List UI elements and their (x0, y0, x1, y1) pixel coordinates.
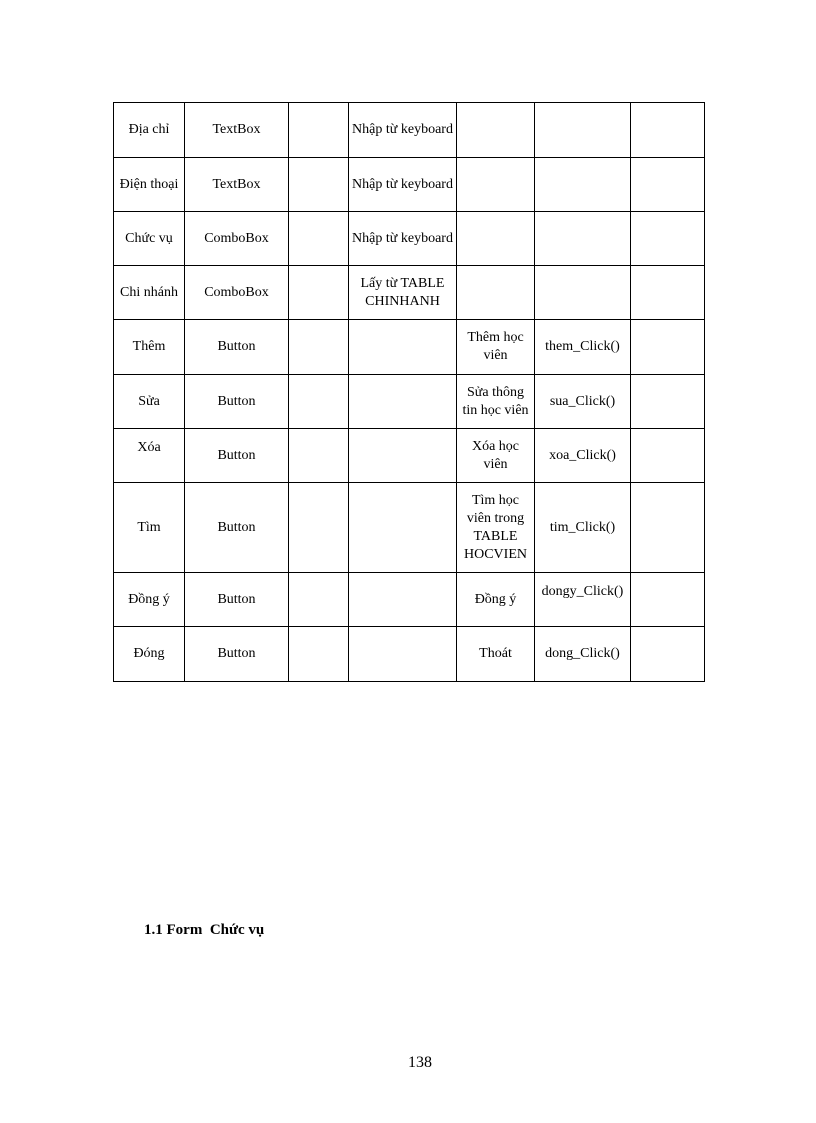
cell-c3 (289, 266, 349, 320)
table-row (114, 158, 705, 212)
cell-action: Sửa thông tin học viên (457, 375, 535, 429)
section-heading: 1.1 Form Chức vụ (144, 922, 265, 938)
table-row (114, 375, 705, 429)
cell-type: Button (185, 429, 289, 483)
cell-name: Chức vụ (114, 212, 185, 266)
cell-action (457, 212, 535, 266)
cell-action (457, 266, 535, 320)
cell-source (349, 627, 457, 682)
table-row (114, 103, 705, 158)
cell-handler: tim_Click() (535, 483, 631, 573)
cell-handler: xoa_Click() (535, 429, 631, 483)
cell-name: Đồng ý (114, 573, 185, 627)
spec-table-body (114, 103, 705, 682)
cell-c3 (289, 429, 349, 483)
cell-source (349, 573, 457, 627)
cell-c7 (631, 103, 705, 158)
cell-type: ComboBox (185, 266, 289, 320)
cell-c3 (289, 320, 349, 375)
cell-type: Button (185, 320, 289, 375)
cell-action: Tìm học viên trong TABLE HOCVIEN (457, 483, 535, 573)
cell-action: Thêm học viên (457, 320, 535, 375)
cell-source: Nhập từ keyboard (349, 158, 457, 212)
cell-c7 (631, 429, 705, 483)
cell-source (349, 429, 457, 483)
cell-c7 (631, 573, 705, 627)
cell-c7 (631, 212, 705, 266)
cell-c3 (289, 158, 349, 212)
cell-name: Chi nhánh (114, 266, 185, 320)
cell-c7 (631, 375, 705, 429)
spec-table (113, 102, 705, 682)
cell-source: Lấy từ TABLE CHINHANH (349, 266, 457, 320)
cell-type: TextBox (185, 158, 289, 212)
cell-type: ComboBox (185, 212, 289, 266)
cell-type: Button (185, 627, 289, 682)
table-row (114, 266, 705, 320)
cell-c7 (631, 266, 705, 320)
cell-source (349, 375, 457, 429)
table-row (114, 429, 705, 483)
cell-c3 (289, 103, 349, 158)
table-row (114, 320, 705, 375)
table-row (114, 627, 705, 682)
cell-handler (535, 103, 631, 158)
cell-c7 (631, 483, 705, 573)
cell-name: Tìm (114, 483, 185, 573)
cell-c3 (289, 212, 349, 266)
cell-handler (535, 158, 631, 212)
cell-handler (535, 266, 631, 320)
cell-source: Nhập từ keyboard (349, 103, 457, 158)
cell-c3 (289, 573, 349, 627)
cell-c7 (631, 627, 705, 682)
cell-action (457, 103, 535, 158)
cell-c7 (631, 320, 705, 375)
cell-handler: dong_Click() (535, 627, 631, 682)
cell-handler (535, 212, 631, 266)
cell-action: Thoát (457, 627, 535, 682)
cell-c3 (289, 375, 349, 429)
table-row (114, 483, 705, 573)
cell-c3 (289, 483, 349, 573)
cell-c3 (289, 627, 349, 682)
cell-handler: them_Click() (535, 320, 631, 375)
cell-name: Địa chỉ (114, 103, 185, 158)
page-number: 138 (408, 1054, 432, 1071)
cell-type: Button (185, 573, 289, 627)
cell-source (349, 320, 457, 375)
table-row (114, 212, 705, 266)
cell-handler: sua_Click() (535, 375, 631, 429)
cell-source: Nhập từ keyboard (349, 212, 457, 266)
cell-type: Button (185, 483, 289, 573)
table-row (114, 573, 705, 627)
cell-type: Button (185, 375, 289, 429)
cell-source (349, 483, 457, 573)
cell-type: TextBox (185, 103, 289, 158)
cell-name: Xóa (114, 429, 185, 483)
cell-name: Thêm (114, 320, 185, 375)
cell-handler: dongy_Click() (535, 573, 631, 627)
cell-name: Sửa (114, 375, 185, 429)
cell-c7 (631, 158, 705, 212)
cell-action: Đồng ý (457, 573, 535, 627)
cell-action: Xóa học viên (457, 429, 535, 483)
cell-name: Điện thoại (114, 158, 185, 212)
cell-name: Đóng (114, 627, 185, 682)
cell-action (457, 158, 535, 212)
